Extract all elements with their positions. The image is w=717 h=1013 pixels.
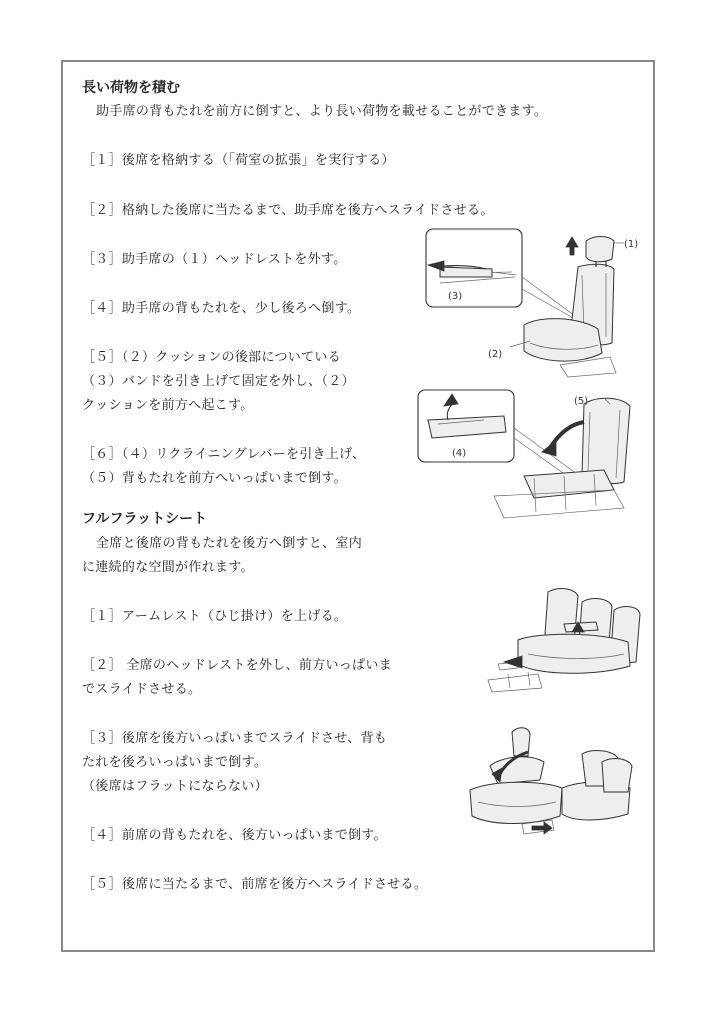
step-text: （５）背もたれを前方へいっぱいまで倒す。 bbox=[82, 471, 347, 486]
step-text: ［３］後席を後方いっぱいまでスライドさせ、背も bbox=[82, 731, 388, 746]
arrow-left-icon bbox=[428, 261, 444, 271]
section-intro-long-cargo: 助手席の背もたれを前方に倒すと、より長い荷物を載せることができます。 bbox=[96, 104, 548, 119]
rear-seat-armrest-illustration bbox=[478, 584, 648, 696]
arrow-right-icon bbox=[504, 656, 522, 668]
step-text: クッションを前方へ起こす。 bbox=[82, 398, 254, 413]
section-intro-full-flat: に連続的な空間が作れます。 bbox=[82, 560, 254, 575]
section-heading-full-flat: フルフラットシート bbox=[82, 511, 208, 527]
step-text: ［４］前席の背もたれを、後方いっぱいまで倒す。 bbox=[82, 828, 387, 843]
step-text: でスライドさせる。 bbox=[82, 682, 202, 697]
seat-headrest-illustration bbox=[420, 225, 645, 385]
arrow-up-icon bbox=[444, 394, 458, 406]
arrow-up-icon bbox=[566, 237, 578, 255]
step-text: ［２］格納した後席に当たるまで、助手席を後方へスライドさせる。 bbox=[82, 203, 494, 218]
section-heading-long-cargo: 長い荷物を積む bbox=[82, 80, 180, 96]
step-text: ［１］アームレスト（ひじ掛け）を上げる。 bbox=[82, 609, 348, 624]
seat-recline-illustration bbox=[414, 386, 644, 526]
callout-label: (2) bbox=[488, 349, 503, 360]
step-text: ［６］（４）リクライニングレバーを引き上げ、 bbox=[82, 447, 366, 462]
step-text: ［５］後席に当たるまで、前席を後方へスライドさせる。 bbox=[82, 877, 428, 892]
callout-label: (1) bbox=[624, 239, 639, 250]
section-intro-full-flat: 全席と後席の背もたれを後方へ倒すと、室内 bbox=[96, 536, 363, 551]
arrow-curve-icon bbox=[542, 440, 556, 456]
callout-label: (5) bbox=[574, 396, 589, 407]
cushion-shape bbox=[524, 319, 602, 361]
callout-label: (3) bbox=[448, 291, 463, 302]
step-text: ［１］後席を格納する（「荷室の拡張」を実行する） bbox=[82, 153, 395, 168]
step-text: ［５］（２）クッションの後部についている bbox=[82, 350, 341, 365]
step-text: （３）バンドを引き上げて固定を外し、（２） bbox=[82, 374, 355, 389]
step-text: ［３］助手席の（１）ヘッドレストを外す。 bbox=[82, 252, 347, 267]
step-text: ［２］ 全席のヘッドレストを外し、前方いっぱいま bbox=[82, 658, 392, 673]
full-flat-illustration bbox=[462, 722, 642, 842]
step-text: ［４］助手席の背もたれを、少し後ろへ倒す。 bbox=[82, 301, 361, 316]
step-text: たれを後ろいっぱいまで倒す。 bbox=[82, 755, 268, 770]
callout-label: (4) bbox=[452, 448, 467, 459]
step-text: （後席はフラットにならない） bbox=[82, 779, 268, 794]
headrest-shape bbox=[586, 237, 614, 262]
